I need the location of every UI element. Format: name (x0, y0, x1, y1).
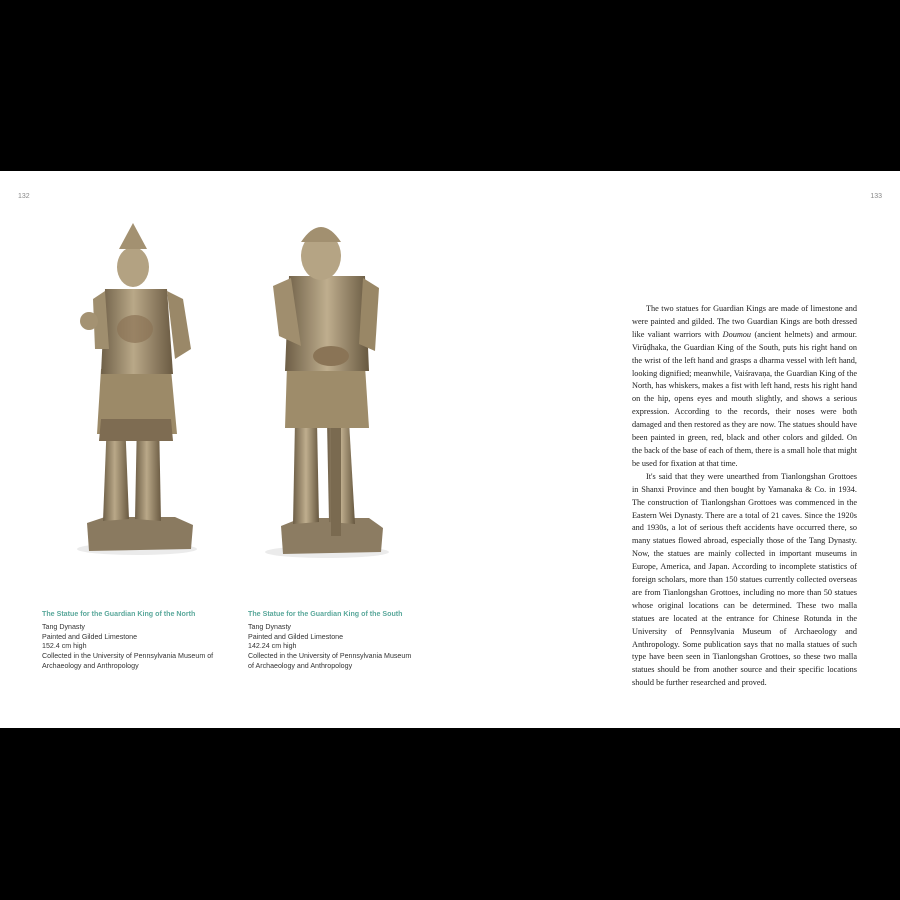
caption-north-line: Collected in the University of Pennsylvania Museum of Archaeology and Anthropology (42, 652, 214, 670)
body-paragraph-1 (632, 303, 857, 471)
caption-north-line: Tang Dynasty (42, 622, 85, 631)
body-paragraph-2: It's said that they were unearthed from Tianlongshan Grottoes in Shanxi Province and then bought by Yamanaka & Co. in 1934. The construction of Tianlongshan Grottoes was commenced in the Eastern Wei Dynasty. There are a total of 21 caves. Since the 1920s and 1930s, a lot of serious theft accidents have occurred there, so many statues flowed abroad, especially those of the Tang Dynasty. Now, the statues are mainly collected in important museums in Europe, America, and Japan. According to incomplete statistics of foreign scholars, more than 150 statues currently collected overseas are from Tianlongshan Grottoes, including no more than 50 statues whose original locations can be determined. These two malla statues are located at the entrance for Chinese Rotunda in the University of Pennsylvania Museum of Archaeology and Anthropology. Some publication says that no malla statues of such type have been seen in Tianlongshan Grottoes, so these two malla statues should be from another source and their specific locations should be further researched and proved. (632, 471, 857, 688)
caption-south-line: Collected in the University of Pennsylvania Museum of Archaeology and Anthropology (248, 652, 412, 670)
page-number-left: 132 (18, 193, 30, 200)
caption-south-title: The Statue for the Guardian King of the South (248, 610, 403, 618)
book-spread (0, 171, 900, 728)
body-p1-italic-term: Doumou (722, 329, 752, 339)
caption-south-line: Tang Dynasty (248, 622, 291, 631)
statue-south-photo (265, 216, 390, 561)
caption-south (248, 610, 418, 672)
page-number-right: 133 (870, 193, 882, 200)
body-p1-text-continued: (ancient helmets) and armour. Virūḍhaka, the Guardian King of the South, puts his right hand on the wrist of the left hand and grasps a dharma vessel with left hand, looking dignified; meanwhile, Vaiśravaṇa, the Guardian King of the North, has whiskers, makes a fist with left hand, rests his right hand on the hip, opens eyes and mouth slightly, and shows a serious expression. According to the records, their noses were both damaged and then restored as they are now. The statues should have been painted in green, red, black and other colors and gilded. On the back of the base of each of them, there is a small hole that might be used for fixation at that time. (632, 329, 857, 468)
caption-south-line: Painted and Gilded Limestone (248, 632, 344, 641)
caption-south-line: 142.24 cm high (248, 642, 297, 651)
statue-north-photo (75, 219, 200, 559)
caption-north-line: Painted and Gilded Limestone (42, 632, 138, 641)
caption-north-title: The Statue for the Guardian King of the North (42, 610, 196, 618)
body-text (632, 303, 857, 690)
caption-north (42, 610, 222, 672)
body-p1-text: The two statues for Guardian Kings are made of limestone and were painted and gilded. The two Guardian Kings are both dressed like valiant warriors with (632, 304, 857, 339)
caption-north-line: 152.4 cm high (42, 642, 87, 651)
